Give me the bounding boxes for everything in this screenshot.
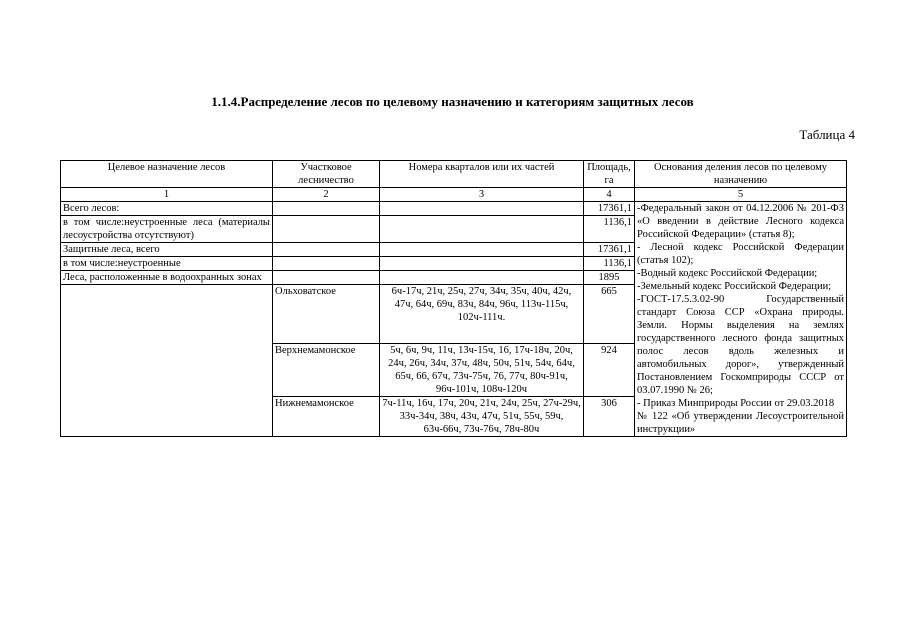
district-cell xyxy=(273,271,380,285)
forest-distribution-table xyxy=(60,160,847,437)
table-number-label: Таблица 4 xyxy=(799,127,855,142)
purpose-cell: в том числе:неустроенные xyxy=(61,257,273,271)
column-number: 1 xyxy=(61,188,273,202)
district-cell xyxy=(273,202,380,216)
header-area: Площадь, га xyxy=(584,161,635,188)
purpose-cell xyxy=(61,285,273,437)
quarters-cell xyxy=(380,202,584,216)
purpose-cell: Всего лесов: xyxy=(61,202,273,216)
district-cell xyxy=(273,257,380,271)
area-cell: 306 xyxy=(584,397,635,437)
area-cell: 665 xyxy=(584,285,635,344)
column-number: 4 xyxy=(584,188,635,202)
quarters-cell xyxy=(380,271,584,285)
area-cell: 924 xyxy=(584,344,635,397)
header-basis: Основания деления лесов по целевому назначению xyxy=(635,161,847,188)
area-cell: 1895 xyxy=(584,271,635,285)
purpose-cell: Защитные леса, всего xyxy=(61,243,273,257)
district-cell: Ольховатское xyxy=(273,285,380,344)
document-title: 1.1.4.Распределение лесов по целевому назначению и категориям защитных лесов xyxy=(211,94,694,109)
basis-cell: -Федеральный закон от 04.12.2006 № 201-ФЗ «О введении в действие Лесного кодекса Российской Федерации» (статья 8); - Лесной кодекс Российской Федерации (статья 102); -Водный кодекс Российской Федерации; -Земельный кодекс Российской Федерации; -ГОСТ-17.5.3.02-90 Государственный стандарт Союза ССР «Охрана природы. Земли. Нормы выделения на землях государственного лесного фонда защитных полос лесов вдоль железных и автомобильных дорог», утвержденный Постановлением Госкомприроды СССР от 03.07.1990 № 26; - Приказ Минприроды России от 29.03.2018 № 122 «Об утверждении Лесоустроительной инструкции» xyxy=(635,202,847,437)
quarters-cell: 7ч-11ч, 16ч, 17ч, 20ч, 21ч, 24ч, 25ч, 27ч-29ч, 33ч-34ч, 38ч, 43ч, 47ч, 51ч, 55ч, 59ч, 63ч-66ч, 73ч-76ч, 78ч-80ч xyxy=(380,397,584,437)
header-purpose: Целевое назначение лесов xyxy=(61,161,273,188)
column-number-row xyxy=(61,188,847,202)
area-cell: 17361,1 xyxy=(584,243,635,257)
district-cell: Нижнемамонское xyxy=(273,397,380,437)
district-cell xyxy=(273,243,380,257)
area-cell: 1136,1 xyxy=(584,257,635,271)
area-cell: 1136,1 xyxy=(584,216,635,243)
district-cell: Верхнемамонское xyxy=(273,344,380,397)
header-district: Участковое лесничество xyxy=(273,161,380,188)
area-cell: 17361,1 xyxy=(584,202,635,216)
quarters-cell xyxy=(380,257,584,271)
quarters-cell xyxy=(380,216,584,243)
purpose-cell: в том числе:неустроенные леса (материалы лесоустройства отсутствуют) xyxy=(61,216,273,243)
column-number: 5 xyxy=(635,188,847,202)
table-header-row xyxy=(61,161,847,188)
quarters-cell: 5ч, 6ч, 9ч, 11ч, 13ч-15ч, 16, 17ч-18ч, 20ч, 24ч, 26ч, 34ч, 37ч, 48ч, 50ч, 51ч, 54ч, 64ч, 65ч, 66, 67ч, 73ч-75ч, 76, 77ч, 80ч-91ч, 96ч-101ч, 108ч-120ч xyxy=(380,344,584,397)
quarters-cell xyxy=(380,243,584,257)
header-quarters: Номера кварталов или их частей xyxy=(380,161,584,188)
table-row xyxy=(61,202,847,216)
column-number: 3 xyxy=(380,188,584,202)
column-number: 2 xyxy=(273,188,380,202)
purpose-cell: Леса, расположенные в водоохранных зонах xyxy=(61,271,273,285)
district-cell xyxy=(273,216,380,243)
quarters-cell: 6ч-17ч, 21ч, 25ч, 27ч, 34ч, 35ч, 40ч, 42ч, 47ч, 64ч, 69ч, 83ч, 84ч, 96ч, 113ч-115ч, 102ч-111ч. xyxy=(380,285,584,344)
